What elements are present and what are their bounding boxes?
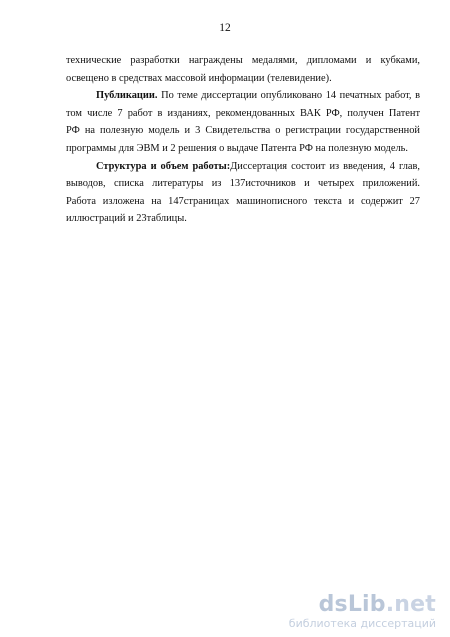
- text-line: программы для ЭВМ и 2 решения о выдаче Патента РФ на полезную модель.: [66, 142, 408, 154]
- structure-heading: Структура и объем работы:: [96, 160, 231, 172]
- page-number: 12: [219, 22, 231, 34]
- text-fragment: По теме диссертации опубликовано 14 печатных работ, в: [157, 90, 420, 102]
- watermark-logo-tld: .net: [385, 592, 436, 617]
- text-line: освещено в средствах массовой информации (телевидение).: [66, 72, 332, 84]
- watermark-logo: [236, 593, 436, 617]
- watermark-subtitle: библиотека диссертаций: [288, 617, 436, 630]
- text-line: РФ на полезную модель и 3 Свидетельства о регистрации государственной: [66, 125, 420, 137]
- paragraph-publications: [66, 87, 420, 157]
- watermark-logo-main: dsLib: [318, 592, 386, 617]
- text-fragment: Диссертация состоит из введения, 4 глав,: [230, 160, 421, 172]
- publications-heading: Публикации.: [96, 90, 158, 102]
- paragraph-awards: [66, 52, 420, 87]
- text-line-first: [66, 87, 420, 105]
- document-body: [66, 52, 420, 228]
- text-line-first: [66, 158, 420, 176]
- text-line: технические разработки награждены медалями, дипломами и кубками,: [66, 55, 420, 66]
- text-line: том числе 7 работ в изданиях, рекомендованных ВАК РФ, получен Патент: [66, 107, 420, 119]
- text-line: Работа изложена на 147страницах машинописного текста и содержит 27: [66, 195, 420, 207]
- text-line: иллюстраций и 23таблицы.: [66, 213, 187, 225]
- watermark: [236, 593, 436, 631]
- text-line: выводов, списка литературы из 137источников и четырех приложений.: [66, 178, 420, 190]
- paragraph-structure: [66, 158, 420, 228]
